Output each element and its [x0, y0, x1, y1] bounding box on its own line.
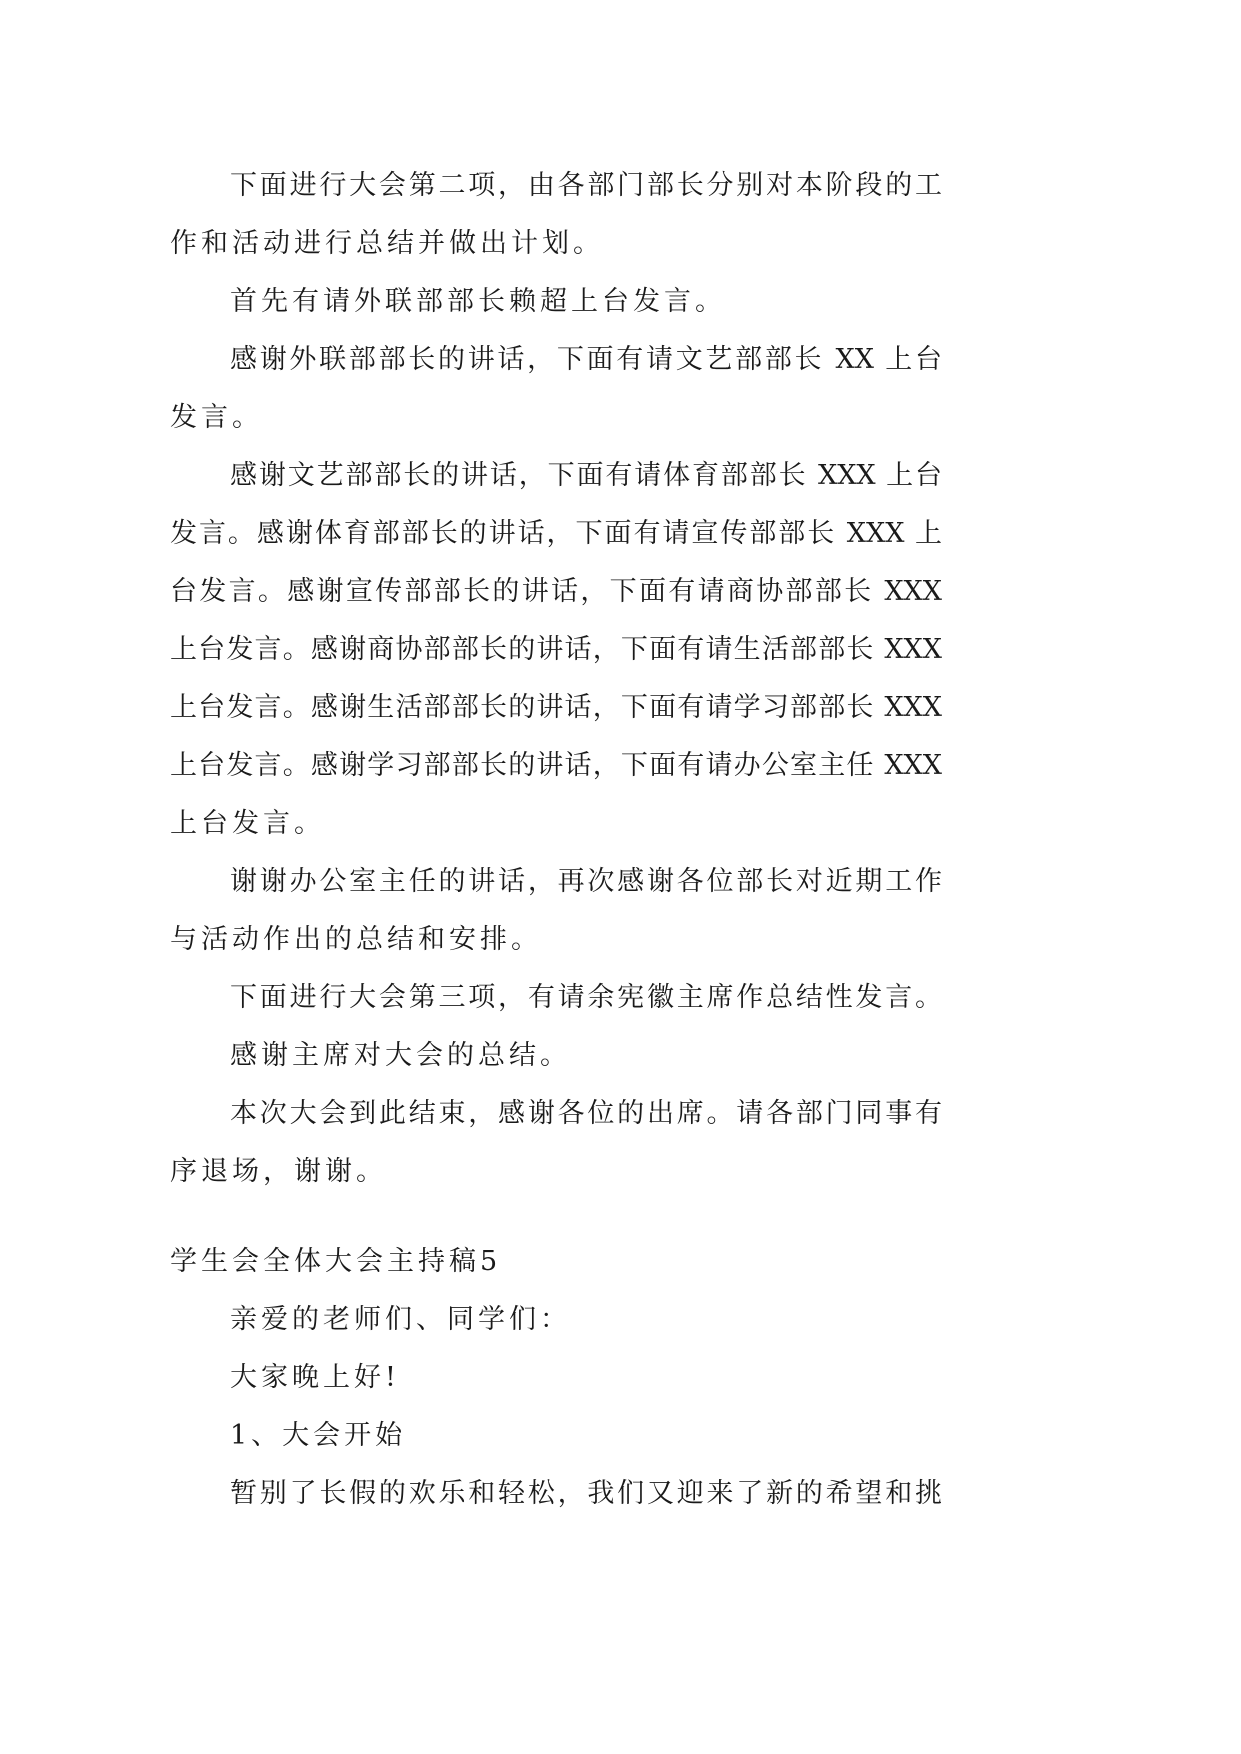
text-line: 感谢文艺部部长的讲话，下面有请体育部部长 XXX 上台: [230, 460, 942, 491]
text-line: 与活动作出的总结和安排。: [170, 924, 542, 955]
text-line: 上台发言。感谢商协部部长的讲话，下面有请生活部部长 XXX: [170, 634, 942, 665]
paragraph: [170, 853, 942, 969]
paragraph: [170, 1291, 942, 1349]
paragraph: [170, 1027, 942, 1085]
paragraph: [170, 157, 942, 273]
text-line: 首先有请外联部部长赖超上台发言。: [230, 286, 726, 317]
text-line: 发言。: [170, 402, 263, 433]
text-line: 作和活动进行总结并做出计划。: [170, 228, 604, 259]
text-line: 下面进行大会第二项，由各部门部长分别对本阶段的工: [230, 170, 942, 201]
text-line: 暂别了长假的欢乐和轻松，我们又迎来了新的希望和挑: [230, 1478, 942, 1509]
text-line: 谢谢办公室主任的讲话，再次感谢各位部长对近期工作: [230, 866, 942, 897]
paragraph: [170, 331, 942, 447]
section-heading: 学生会全体大会主持稿5: [170, 1246, 502, 1277]
text-line: 下面进行大会第三项，有请余宪徽主席作总结性发言。: [230, 982, 942, 1013]
paragraph: [170, 1085, 942, 1201]
paragraph: [170, 969, 942, 1027]
paragraph: [170, 273, 942, 331]
paragraph: [170, 1407, 942, 1465]
text-line: 上台发言。感谢学习部部长的讲话，下面有请办公室主任 XXX: [170, 750, 942, 781]
text-line: 上台发言。感谢生活部部长的讲话，下面有请学习部部长 XXX: [170, 692, 942, 723]
text-line: 台发言。感谢宣传部部长的讲话，下面有请商协部部长 XXX: [170, 576, 942, 607]
text-line: 1、大会开始: [230, 1420, 407, 1451]
text-line: 本次大会到此结束，感谢各位的出席。请各部门同事有: [230, 1098, 942, 1129]
text-line: 感谢主席对大会的总结。: [230, 1040, 571, 1071]
text-line: 亲爱的老师们、同学们：: [230, 1304, 571, 1335]
paragraph: [170, 447, 942, 853]
text-line: 发言。感谢体育部部长的讲话，下面有请宣传部部长 XXX 上: [170, 518, 942, 549]
text-line: 上台发言。: [170, 808, 325, 839]
paragraph: [170, 1349, 942, 1407]
text-line: 大家晚上好!: [230, 1362, 400, 1393]
paragraph: [170, 1465, 942, 1523]
text-line: 序退场，谢谢。: [170, 1156, 387, 1187]
document-body: [170, 157, 942, 1523]
text-line: 感谢外联部部长的讲话，下面有请文艺部部长 XX 上台: [230, 344, 942, 375]
